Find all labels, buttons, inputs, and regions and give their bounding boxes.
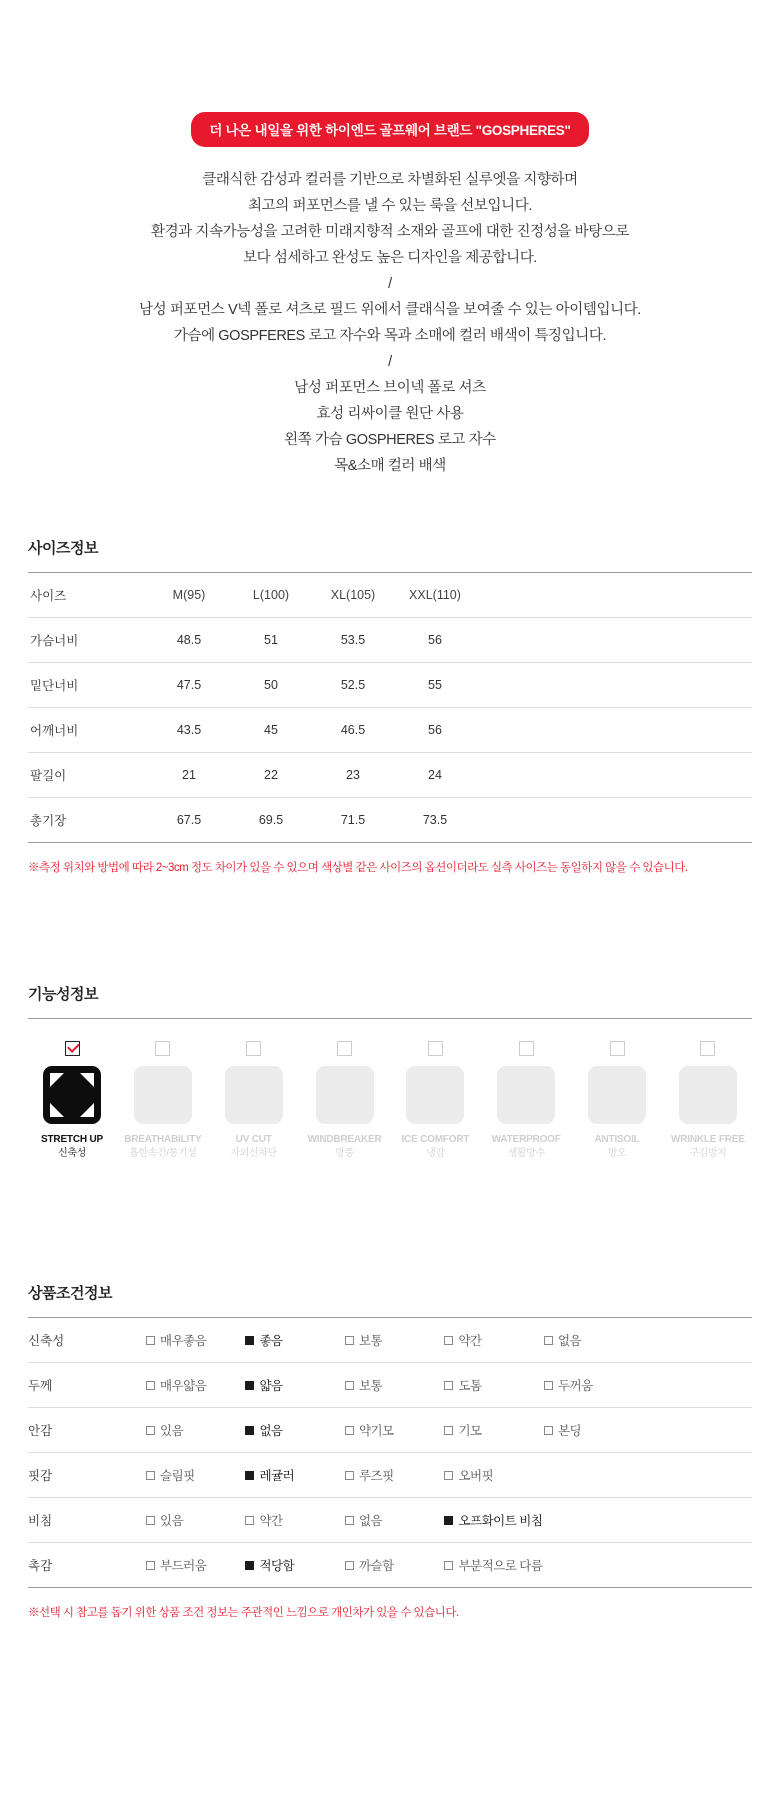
waterproof-icon <box>497 1066 555 1124</box>
condition-options <box>146 1453 752 1498</box>
checkbox-icon <box>345 1471 354 1480</box>
function-item-stretch-up <box>28 1041 116 1161</box>
condition-key: 안감 <box>28 1424 53 1438</box>
checkbox-icon <box>610 1041 625 1056</box>
size-header-cell: XXL(110) <box>394 573 476 618</box>
condition-option-label: 오프화이트 비침 <box>458 1514 543 1528</box>
checkbox-checked-icon <box>245 1426 254 1435</box>
checkbox-icon <box>345 1516 354 1525</box>
checkbox-icon <box>444 1426 453 1435</box>
condition-options <box>146 1363 752 1408</box>
checkbox-checked-icon <box>245 1336 254 1345</box>
function-item-name: WRINKLE FREE <box>671 1134 745 1145</box>
checkbox-checked-icon <box>444 1516 453 1525</box>
size-cell-spacer <box>476 798 752 843</box>
checkbox-icon <box>245 1516 254 1525</box>
condition-option-label: 두꺼움 <box>557 1379 593 1393</box>
condition-key: 핏감 <box>28 1469 53 1483</box>
size-cell: 52.5 <box>312 663 394 708</box>
condition-key: 신축성 <box>28 1334 65 1348</box>
size-cell: 56 <box>394 708 476 753</box>
size-cell: 53.5 <box>312 618 394 663</box>
condition-option-label: 약기모 <box>358 1424 394 1438</box>
condition-option-label: 없음 <box>259 1424 283 1438</box>
intro-line: 남성 퍼포먼스 V넥 폴로 셔츠로 필드 위에서 클래식을 보여줄 수 있는 아이템입니다. <box>139 302 641 318</box>
condition-table <box>28 1317 752 1588</box>
checkbox-icon <box>146 1426 155 1435</box>
size-cell: 48.5 <box>148 618 230 663</box>
condition-option-label: 있음 <box>160 1424 184 1438</box>
function-item-name: ICE COMFORT <box>401 1134 470 1145</box>
table-row <box>28 798 752 843</box>
condition-option-label: 있음 <box>160 1514 184 1528</box>
condition-info-section <box>0 1282 780 1680</box>
condition-options <box>146 1498 752 1543</box>
function-item-sub: 냉감 <box>426 1148 445 1159</box>
table-row <box>28 663 752 708</box>
condition-option-label: 까슬함 <box>358 1559 394 1573</box>
checkbox-icon <box>444 1381 453 1390</box>
condition-key: 촉감 <box>28 1559 53 1573</box>
windbreaker-icon <box>316 1066 374 1124</box>
table-row <box>28 1408 752 1453</box>
checkbox-icon <box>345 1336 354 1345</box>
condition-key: 두께 <box>28 1379 53 1393</box>
function-item-sub: 자외선차단 <box>230 1148 277 1159</box>
function-item-sub: 구김방지 <box>689 1148 727 1159</box>
function-item-name: UV CUT <box>235 1134 272 1145</box>
checkbox-icon <box>146 1471 155 1480</box>
condition-info-title: 상품조건정보 <box>28 1285 112 1302</box>
size-cell: 67.5 <box>148 798 230 843</box>
size-cell: 50 <box>230 663 312 708</box>
intro-section <box>0 0 780 479</box>
size-header-cell: M(95) <box>148 573 230 618</box>
condition-option-label: 슬림핏 <box>160 1469 195 1483</box>
size-row-label: 총기장 <box>28 798 148 843</box>
size-note: ※측정 위치와 방법에 따라 2~3cm 정도 차이가 있을 수 있으며 색상별 같은 사이즈의 옵션이더라도 실측 사이즈는 동일하지 않을 수 있습니다. <box>28 862 688 874</box>
condition-option-label: 기모 <box>458 1424 482 1438</box>
condition-option[interactable] <box>544 1421 640 1439</box>
intro-line: 환경과 지속가능성을 고려한 미래지향적 소재와 골프에 대한 진정성을 바탕으로 <box>150 224 630 240</box>
checkbox-icon <box>337 1041 352 1056</box>
size-cell: 56 <box>394 618 476 663</box>
checkbox-icon <box>345 1561 354 1570</box>
condition-note: ※선택 시 참고를 돕기 위한 상품 조건 정보는 주관적인 느낌으로 개인차가 있을 수 있습니다. <box>28 1607 459 1619</box>
size-cell: 23 <box>312 753 394 798</box>
checkbox-icon <box>519 1041 534 1056</box>
size-cell-spacer <box>476 663 752 708</box>
checkbox-icon <box>444 1561 453 1570</box>
function-info-title: 기능성정보 <box>28 986 98 1003</box>
function-item-name: WINDBREAKER <box>307 1134 382 1145</box>
wrinkle-free-icon <box>679 1066 737 1124</box>
table-row <box>28 1453 752 1498</box>
condition-option-label: 약간 <box>458 1334 482 1348</box>
intro-line: 남성 퍼포먼스 브이넥 폴로 셔츠 <box>294 380 486 396</box>
condition-option-label: 부드러움 <box>160 1559 207 1573</box>
condition-option-selected[interactable] <box>245 1466 341 1484</box>
ice-comfort-icon <box>406 1066 464 1124</box>
intro-line: 최고의 퍼포먼스를 낼 수 있는 룩을 선보입니다. <box>248 198 532 214</box>
condition-option[interactable] <box>444 1421 540 1439</box>
condition-option[interactable] <box>146 1421 242 1439</box>
condition-option[interactable] <box>146 1331 242 1349</box>
intro-line: 가슴에 GOSPFERES 로고 자수와 목과 소매에 컬러 배색이 특징입니다. <box>173 328 607 344</box>
size-header-cell: L(100) <box>230 573 312 618</box>
checkbox-icon <box>544 1381 553 1390</box>
size-cell: 46.5 <box>312 708 394 753</box>
condition-option[interactable] <box>345 1376 441 1394</box>
table-row <box>28 1498 752 1543</box>
breathability-icon <box>134 1066 192 1124</box>
condition-option[interactable] <box>544 1376 640 1394</box>
condition-option-selected[interactable] <box>444 1511 594 1529</box>
table-row <box>28 1363 752 1408</box>
condition-option-selected[interactable] <box>245 1421 341 1439</box>
function-item-antisoil <box>573 1041 661 1161</box>
condition-option-label: 없음 <box>358 1514 383 1528</box>
condition-option-selected[interactable] <box>245 1556 341 1574</box>
size-row-label: 가슴너비 <box>28 618 148 663</box>
condition-option-label: 매우좋음 <box>160 1334 207 1348</box>
table-row <box>28 753 752 798</box>
function-item-name: WATERPROOF <box>491 1134 561 1145</box>
checkbox-icon <box>146 1336 155 1345</box>
condition-option[interactable] <box>146 1376 242 1394</box>
condition-options <box>146 1543 752 1588</box>
size-cell: 43.5 <box>148 708 230 753</box>
condition-option[interactable] <box>345 1421 441 1439</box>
condition-option[interactable] <box>146 1556 242 1574</box>
brand-badge: 더 나은 내일을 위한 하이엔드 골프웨어 브랜드 "GOSPHERES" <box>191 112 588 147</box>
table-row <box>28 618 752 663</box>
checkbox-icon <box>345 1426 354 1435</box>
condition-option-label: 보통 <box>358 1379 383 1393</box>
function-item-uv-cut <box>210 1041 298 1161</box>
checkbox-icon <box>146 1516 155 1525</box>
condition-option-label: 좋음 <box>259 1334 283 1348</box>
function-item-ice-comfort <box>391 1041 479 1161</box>
condition-option-selected[interactable] <box>245 1376 341 1394</box>
size-info-title: 사이즈정보 <box>28 540 98 557</box>
size-cell: 24 <box>394 753 476 798</box>
condition-option-label: 적당함 <box>259 1559 295 1573</box>
checkbox-icon <box>345 1381 354 1390</box>
size-table <box>28 572 752 843</box>
checkbox-icon <box>544 1426 553 1435</box>
intro-separator: / <box>388 276 392 292</box>
size-cell: 73.5 <box>394 798 476 843</box>
condition-option[interactable] <box>345 1331 441 1349</box>
table-row <box>28 708 752 753</box>
table-row <box>28 1543 752 1588</box>
intro-line: 보다 섬세하고 완성도 높은 디자인을 제공합니다. <box>243 250 537 266</box>
condition-option-label: 약간 <box>259 1514 283 1528</box>
condition-option[interactable] <box>245 1511 341 1529</box>
size-row-label: 팔길이 <box>28 753 148 798</box>
intro-description <box>0 167 780 479</box>
condition-option-label: 없음 <box>557 1334 582 1348</box>
condition-option-label: 본딩 <box>557 1424 582 1438</box>
checkbox-icon <box>544 1336 553 1345</box>
function-item-sub: 방오 <box>607 1148 627 1159</box>
condition-option-label: 매우얇음 <box>160 1379 207 1393</box>
antisoil-icon <box>588 1066 646 1124</box>
size-row-label: 어깨너비 <box>28 708 148 753</box>
checkbox-icon <box>246 1041 261 1056</box>
function-item-sub: 생활방수 <box>507 1148 545 1159</box>
size-cell: 51 <box>230 618 312 663</box>
size-header-spacer <box>476 573 752 618</box>
size-cell-spacer <box>476 753 752 798</box>
condition-option[interactable] <box>345 1556 441 1574</box>
checkbox-checked-icon <box>245 1381 254 1390</box>
condition-option-selected[interactable] <box>245 1331 341 1349</box>
table-header-row <box>28 573 752 618</box>
checkbox-icon <box>444 1471 453 1480</box>
condition-option-label: 루즈핏 <box>358 1469 394 1483</box>
intro-line: 목&소매 컬러 배색 <box>334 458 446 474</box>
size-info-section <box>0 537 780 877</box>
condition-option[interactable] <box>345 1466 441 1484</box>
function-item-wrinkle-free <box>664 1041 752 1161</box>
size-row-label: 밑단너비 <box>28 663 148 708</box>
condition-option-label: 도톰 <box>458 1379 482 1393</box>
condition-option[interactable] <box>345 1511 441 1529</box>
size-cell: 55 <box>394 663 476 708</box>
condition-option[interactable] <box>444 1331 540 1349</box>
checkbox-checked-icon <box>245 1561 254 1570</box>
condition-option-label: 레귤러 <box>259 1469 295 1483</box>
condition-option[interactable] <box>544 1331 640 1349</box>
function-item-name: ANTISOIL <box>594 1134 640 1145</box>
size-cell: 21 <box>148 753 230 798</box>
function-item-name: STRETCH UP <box>41 1134 103 1145</box>
condition-option[interactable] <box>444 1376 540 1394</box>
condition-option-label: 부분적으로 다름 <box>458 1559 543 1573</box>
condition-option[interactable] <box>146 1466 242 1484</box>
function-item-sub: 방풍 <box>335 1148 354 1159</box>
size-header-cell: XL(105) <box>312 573 394 618</box>
size-header-cell: 사이즈 <box>28 573 148 618</box>
function-item-sub: 흡한속건/통기성 <box>129 1148 197 1159</box>
function-item-windbreaker <box>301 1041 389 1161</box>
condition-options <box>146 1318 752 1363</box>
checkbox-icon <box>444 1336 453 1345</box>
condition-option[interactable] <box>444 1466 540 1484</box>
checkbox-checked-icon <box>245 1471 254 1480</box>
checkbox-icon <box>428 1041 443 1056</box>
condition-option[interactable] <box>444 1556 594 1574</box>
intro-line: 클래식한 감성과 컬러를 기반으로 차별화된 실루엣을 지향하며 <box>202 172 578 188</box>
size-cell-spacer <box>476 708 752 753</box>
checkbox-icon <box>146 1561 155 1570</box>
condition-option-label: 보통 <box>358 1334 383 1348</box>
condition-option-label: 얇음 <box>259 1379 283 1393</box>
condition-options <box>146 1408 752 1453</box>
condition-option-label: 오버핏 <box>458 1469 494 1483</box>
function-item-waterproof <box>482 1041 570 1161</box>
size-cell: 47.5 <box>148 663 230 708</box>
check-icon <box>65 1041 80 1056</box>
function-item-list <box>28 1019 752 1172</box>
size-cell: 22 <box>230 753 312 798</box>
intro-separator: / <box>388 354 392 370</box>
checkbox-icon <box>146 1381 155 1390</box>
intro-line: 왼쪽 가슴 GOSPHERES 로고 자수 <box>284 432 496 448</box>
size-cell-spacer <box>476 618 752 663</box>
table-row <box>28 1318 752 1363</box>
checkbox-icon <box>700 1041 715 1056</box>
intro-line: 효성 리싸이클 원단 사용 <box>316 406 464 422</box>
uv-cut-icon <box>225 1066 283 1124</box>
condition-key: 비침 <box>28 1514 53 1528</box>
function-item-name: BREATHABILITY <box>124 1134 202 1145</box>
stretch-icon <box>43 1066 101 1124</box>
size-cell: 69.5 <box>230 798 312 843</box>
function-item-sub: 신축성 <box>58 1148 86 1159</box>
function-item-breathability <box>119 1041 207 1161</box>
size-cell: 71.5 <box>312 798 394 843</box>
condition-option[interactable] <box>146 1511 242 1529</box>
size-cell: 45 <box>230 708 312 753</box>
checkbox-icon <box>155 1041 170 1056</box>
function-info-section <box>0 983 780 1172</box>
